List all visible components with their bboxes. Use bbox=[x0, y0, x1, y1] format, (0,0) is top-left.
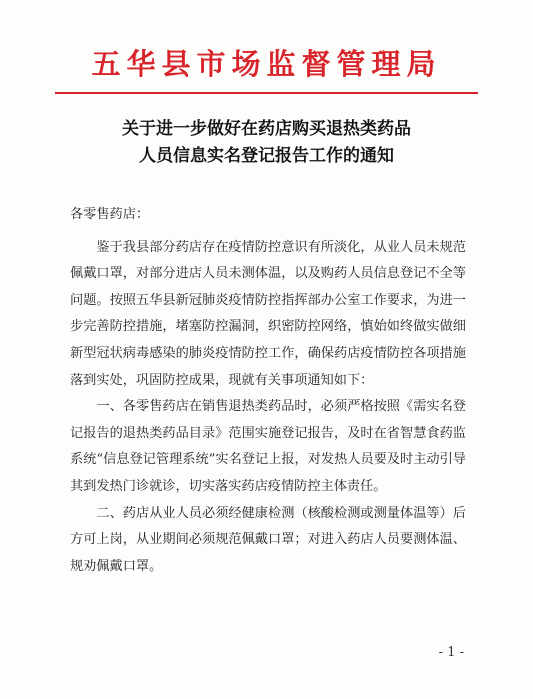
notice-title bbox=[0, 116, 533, 170]
paragraph-intro: 鉴于我县部分药店存在疫情防控意识有所淡化，从业人员未规范佩戴口罩，对部分进店人员未测体温，以及购药人员信息登记不全等问题。按照五华县新冠肺炎疫情防控指挥部办公室工作要求，为进一步完善防控措施，堵塞防控漏洞，织密防控网络，慎始如终做实做细新型冠状病毒感染的肺炎疫情防控工作，确保药店疫情防控各项措施落到实处，巩固防控成果，现就有关事项通知如下： bbox=[70, 239, 466, 388]
paragraph-item-2: 二、药店从业人员必须经健康检测（核酸检测或测量体温等）后方可上岗，从业期间必须规范佩戴口罩；对进入药店人员要测体温、规劝佩戴口罩。 bbox=[70, 505, 466, 574]
notice-title-line-1: 关于进一步做好在药店购买退热类药品 bbox=[122, 119, 411, 139]
letterhead-red-rule bbox=[55, 92, 478, 94]
issuer-name: 五华县市场监督管理局 bbox=[91, 47, 442, 81]
paragraph-item-1: 一、各零售药店在销售退热类药品时，必须严格按照《需实名登记报告的退热类药品目录》范围实施登记报告，及时在省智慧食药监系统“信息登记管理系统”实名登记上报，对发热人员要及时主动引导其到发热门诊就诊，切实落实药店疫情防控主体责任。 bbox=[70, 399, 466, 494]
page-number: - 1 - bbox=[438, 645, 464, 660]
notice-title-line-2: 人员信息实名登记报告工作的通知 bbox=[139, 146, 394, 166]
salutation: 各零售药店： bbox=[70, 207, 150, 222]
letterhead bbox=[0, 44, 533, 84]
notice-body bbox=[70, 202, 466, 580]
